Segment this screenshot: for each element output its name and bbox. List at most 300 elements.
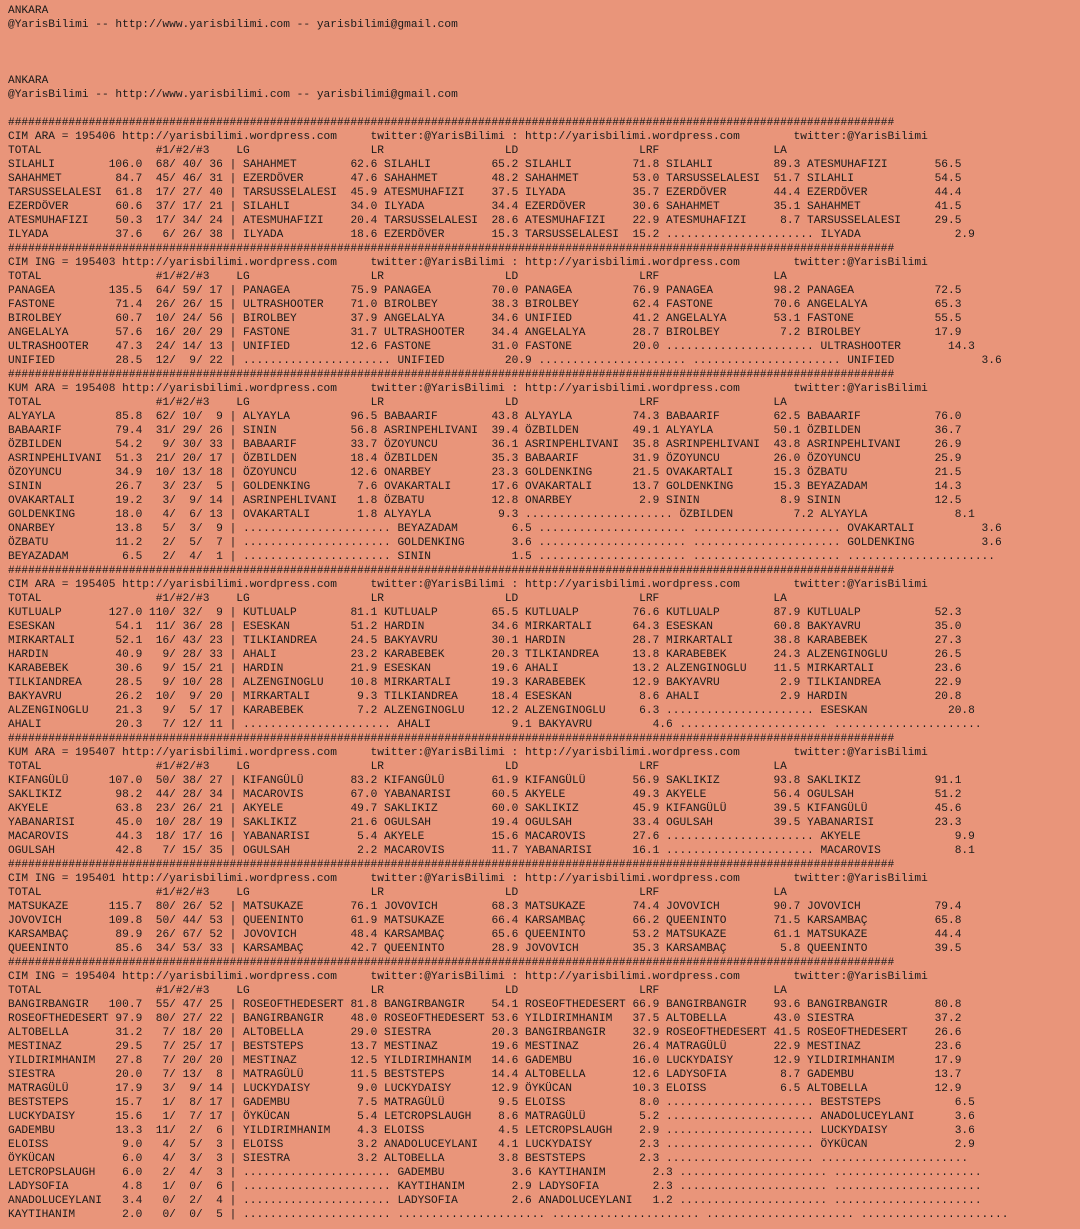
lr-score: 68.3 [491, 901, 526, 913]
total-score: 85.8 [108, 411, 143, 423]
ld-score: 8.0 [632, 1097, 667, 1109]
la-name: OVAKARTALI [847, 523, 955, 535]
column-header-line [8, 270, 1080, 284]
lr-score: 23.3 [491, 467, 526, 479]
total-score: 6.0 [108, 1153, 143, 1165]
lrf-name: BIROLBEY [666, 327, 774, 339]
section-title-line [8, 578, 1080, 592]
lr-score: 3.6 [504, 537, 539, 549]
lg-empty: ...................... [243, 355, 398, 367]
lr-score: 54.1 [491, 999, 526, 1011]
rank-counts: 5/ 3/ 9 | [142, 523, 244, 535]
ld-name: ASRINPEHLIVANI [525, 439, 633, 451]
total-name: ULTRASHOOTER [8, 341, 109, 353]
lr-name: MATSUKAZE [384, 915, 492, 927]
total-score: 109.8 [108, 915, 143, 927]
rank-counts: 34/ 53/ 33 | [142, 943, 244, 955]
total-name: ESESKAN [8, 621, 109, 633]
ld-score: 76.6 [632, 607, 667, 619]
lr-score: 36.1 [491, 439, 526, 451]
la-empty: ...................... [833, 719, 982, 731]
rank-counts: 16/ 43/ 23 | [142, 635, 244, 647]
rank-counts: 26/ 67/ 52 | [142, 929, 244, 941]
ld-name: ESESKAN [525, 691, 633, 703]
rank-counts: 45/ 46/ 31 | [142, 173, 244, 185]
lg-score: 20.4 [350, 215, 385, 227]
lr-name: YABANARISI [384, 789, 492, 801]
la-score: 12.5 [914, 495, 962, 507]
lg-name: SILAHLI [243, 201, 351, 213]
la-name: OGULSAH [807, 789, 915, 801]
lr-name: LETCROPSLAUGH [384, 1111, 492, 1123]
lr-name: TARSUSSELALESI [384, 215, 492, 227]
lr-score: 19.6 [491, 1041, 526, 1053]
lg-name: ELOISS [243, 1139, 351, 1151]
lg-name: MESTINAZ [243, 1055, 351, 1067]
lrf-name: EZERDÖVER [666, 187, 774, 199]
la-name: TARSUSSELALESI [807, 215, 915, 227]
lg-name: AHALI [243, 649, 351, 661]
lr-score: 2.9 [504, 1181, 539, 1193]
race-code: CIM ARA = 195406 [8, 131, 123, 143]
lr-name: GADEMBU [397, 1167, 505, 1179]
lr-score: 3.8 [491, 1153, 526, 1165]
la-name: HARDIN [807, 691, 915, 703]
section-title-line [8, 130, 1080, 144]
ld-name: OGULSAH [525, 817, 633, 829]
total-name: TILKIANDREA [8, 677, 109, 689]
lr-score: 4.1 [491, 1139, 526, 1151]
header-lrf: LRF [639, 887, 774, 899]
header-ld: LD [504, 145, 640, 157]
lr-score: 37.5 [491, 187, 526, 199]
table-row [8, 1040, 1080, 1054]
lr-name: MIRKARTALI [384, 677, 492, 689]
rank-counts: 1/ 7/ 17 | [142, 1111, 244, 1123]
column-header-line [8, 984, 1080, 998]
header-ld: LD [504, 985, 640, 997]
lr-score: 31.0 [491, 341, 526, 353]
lg-score: 37.9 [350, 313, 385, 325]
lr-name: KARABEBEK [384, 649, 492, 661]
la-score: 26.9 [914, 439, 962, 451]
twitter-handle: twitter:@YarisBilimi : [370, 971, 525, 983]
lr-name: BEYAZADAM [397, 523, 505, 535]
table-row [8, 200, 1080, 214]
rank-counts: 50/ 44/ 53 | [142, 915, 244, 927]
la-score: 20.8 [927, 705, 975, 717]
ld-name: EZERDÖVER [525, 201, 633, 213]
total-score: 107.0 [108, 775, 143, 787]
lrf-name: ALTOBELLA [666, 1013, 774, 1025]
la-score: 12.9 [914, 1083, 962, 1095]
ld-name: AKYELE [525, 789, 633, 801]
lg-score: 83.2 [350, 775, 385, 787]
rank-counts: 12/ 9/ 22 | [142, 355, 244, 367]
column-header-line [8, 592, 1080, 606]
la-name: ALTOBELLA [807, 1083, 915, 1095]
la-name: JOVOVICH [807, 901, 915, 913]
table-row [8, 214, 1080, 228]
lr-name: ULTRASHOOTER [384, 327, 492, 339]
header-lg: LG [236, 761, 371, 773]
ld-score: 12.9 [632, 677, 667, 689]
lg-name: GOLDENKING [243, 481, 351, 493]
lrf-score: 7.2 [786, 509, 821, 521]
lr-score: 65.2 [491, 159, 526, 171]
ld-score: 1.2 [645, 1195, 680, 1207]
ld-score: 13.2 [632, 663, 667, 675]
total-name: ILYADA [8, 229, 109, 241]
rank-counts: 9/ 5/ 17 | [142, 705, 244, 717]
ld-score: 76.9 [632, 285, 667, 297]
la-name: ESESKAN [820, 705, 928, 717]
table-row [8, 494, 1080, 508]
lr-name: UNIFIED [397, 355, 505, 367]
lr-name: ALZENGINOGLU [384, 705, 492, 717]
lrf-score: 24.3 [773, 649, 808, 661]
ld-name: LUCKYDAISY [525, 1139, 633, 1151]
total-name: KIFANGÜLÜ [8, 775, 109, 787]
lg-name: BESTSTEPS [243, 1041, 351, 1053]
lr-score: 18.4 [491, 691, 526, 703]
lg-name: KARABEBEK [243, 705, 351, 717]
la-name: ALZENGINOGLU [807, 649, 915, 661]
rank-counts: 9/ 30/ 33 | [142, 439, 244, 451]
separator-line: #################################################################################################################################### [8, 369, 895, 381]
table-row [8, 830, 1080, 844]
table-row [8, 1180, 1080, 1194]
lr-name: SININ [397, 551, 505, 563]
table-row [8, 1110, 1080, 1124]
ld-score: 28.7 [632, 635, 667, 647]
lg-score: 81.1 [350, 607, 385, 619]
ld-score: 62.4 [632, 299, 667, 311]
la-name: ÖZBILDEN [807, 425, 915, 437]
lr-score: 48.2 [491, 173, 526, 185]
lrf-score: 15.3 [773, 481, 808, 493]
total-name: BAKYAVRU [8, 691, 109, 703]
lr-score: 14.4 [491, 1069, 526, 1081]
header-total: TOTAL [8, 985, 156, 997]
lrf-score: 12.9 [773, 1055, 808, 1067]
header-total: TOTAL [8, 761, 156, 773]
column-header-line [8, 886, 1080, 900]
la-empty: ...................... [820, 1153, 969, 1165]
ld-score: 35.7 [632, 187, 667, 199]
rank-counts: 37/ 17/ 21 | [142, 201, 244, 213]
lrf-score: 98.2 [773, 285, 808, 297]
lrf-score: 41.5 [773, 1027, 808, 1039]
total-name: KARABEBEK [8, 663, 109, 675]
table-row [8, 634, 1080, 648]
twitter-handle: twitter:@YarisBilimi : [370, 131, 525, 143]
lrf-name: KUTLUALP [666, 607, 774, 619]
total-score: 84.7 [108, 173, 143, 185]
lr-score: 34.6 [491, 621, 526, 633]
header-la: LA [773, 887, 787, 899]
ld-score: 16.0 [632, 1055, 667, 1067]
la-score: 52.3 [914, 607, 962, 619]
lg-empty: ...................... [243, 1195, 398, 1207]
lg-name: GADEMBU [243, 1097, 351, 1109]
la-score: 65.3 [914, 299, 962, 311]
la-name: KARABEBEK [807, 635, 915, 647]
la-score: 25.9 [914, 453, 962, 465]
total-name: LADYSOFIA [8, 1181, 109, 1193]
rank-counts: 17/ 27/ 40 | [142, 187, 244, 199]
lg-name: SIESTRA [243, 1153, 351, 1165]
total-name: BABAARIF [8, 425, 109, 437]
la-empty: ...................... [833, 1195, 982, 1207]
lr-score: 60.0 [491, 803, 526, 815]
table-row [8, 1208, 1080, 1222]
lg-score: 12.5 [350, 1055, 385, 1067]
total-score: 85.6 [108, 943, 143, 955]
rank-counts: 7/ 25/ 17 | [142, 1041, 244, 1053]
la-name: SIESTRA [807, 1013, 915, 1025]
lrf-name: OGULSAH [666, 817, 774, 829]
table-row [8, 536, 1080, 550]
lrf-name: ROSEOFTHEDESERT [666, 1027, 774, 1039]
twitter-handle: twitter:@YarisBilimi : [370, 873, 525, 885]
header-total: TOTAL [8, 593, 156, 605]
rank-counts: 6/ 26/ 38 | [142, 229, 244, 241]
lg-name: ROSEOFTHEDESERT [243, 999, 351, 1011]
header-lrf: LRF [639, 985, 774, 997]
site-url: http://yarisbilimi.wordpress.com [524, 383, 794, 395]
lg-score: 31.7 [350, 327, 385, 339]
total-name: KUTLUALP [8, 607, 109, 619]
ld-name: ILYADA [525, 187, 633, 199]
la-name: ÖZOYUNCU [807, 453, 915, 465]
lrf-name: KARABEBEK [666, 649, 774, 661]
lr-name: AHALI [397, 719, 505, 731]
ld-score: 45.9 [632, 803, 667, 815]
lrf-empty: ...................... [666, 831, 821, 843]
ld-score: 53.0 [632, 173, 667, 185]
total-score: 97.9 [108, 1013, 143, 1025]
lg-name: MATRAGÜLÜ [243, 1069, 351, 1081]
total-name: QUEENINTO [8, 943, 109, 955]
twitter-handle: twitter:@YarisBilimi [793, 131, 928, 143]
la-score: 65.8 [914, 915, 962, 927]
lg-score: 7.2 [350, 705, 385, 717]
total-name: ELOISS [8, 1139, 109, 1151]
ld-score: 53.2 [632, 929, 667, 941]
ld-name: MIRKARTALI [525, 621, 633, 633]
lg-score: 47.6 [350, 173, 385, 185]
lrf-name: MATRAGÜLÜ [666, 1041, 774, 1053]
table-row [8, 228, 1080, 242]
ld-score: 13.8 [632, 649, 667, 661]
ld-empty: ...................... [538, 523, 693, 535]
header-ranks: #1/#2/#3 [155, 397, 237, 409]
lr-name: MACAROVIS [384, 845, 492, 857]
total-score: 28.5 [108, 677, 143, 689]
lr-score: 60.5 [491, 789, 526, 801]
site-url: http://yarisbilimi.wordpress.com [524, 131, 794, 143]
total-score: 20.0 [108, 1069, 143, 1081]
la-name: SAKLIKIZ [807, 775, 915, 787]
lg-name: OGULSAH [243, 845, 351, 857]
lg-score: 3.2 [350, 1153, 385, 1165]
lr-score: 2.6 [504, 1195, 539, 1207]
la-score: 79.4 [914, 901, 962, 913]
total-score: 79.4 [108, 425, 143, 437]
lg-name: TARSUSSELALESI [243, 187, 351, 199]
section-title-line [8, 746, 1080, 760]
lr-score: 19.6 [491, 663, 526, 675]
lg-score: 18.6 [350, 229, 385, 241]
total-score: 63.8 [108, 803, 143, 815]
rank-counts: 50/ 38/ 27 | [142, 775, 244, 787]
lr-name: ALTOBELLA [384, 1153, 492, 1165]
rank-counts: 7/ 18/ 20 | [142, 1027, 244, 1039]
ld-name: MESTINAZ [525, 1041, 633, 1053]
la-name: SILAHLI [807, 173, 915, 185]
lrf-score: 56.4 [773, 789, 808, 801]
header-lg: LG [236, 397, 371, 409]
lg-score: 23.2 [350, 649, 385, 661]
table-row [8, 942, 1080, 956]
lrf-name: SININ [666, 495, 774, 507]
lg-name: LUCKYDAISY [243, 1083, 351, 1095]
lr-name: ASRINPEHLIVANI [384, 425, 492, 437]
lrf-name: SAHAHMET [666, 201, 774, 213]
rank-counts: 9/ 28/ 33 | [142, 649, 244, 661]
header-lg: LG [236, 887, 371, 899]
rank-counts: 0/ 2/ 4 | [142, 1195, 244, 1207]
table-row [8, 1152, 1080, 1166]
lrf-score: 2.9 [773, 691, 808, 703]
total-name: LETCROPSLAUGH [8, 1167, 109, 1179]
lrf-score: 6.5 [773, 1083, 808, 1095]
la-score: 13.7 [914, 1069, 962, 1081]
lrf-name: KARSAMBAÇ [666, 943, 774, 955]
site-url: http://yarisbilimi.wordpress.com [122, 383, 371, 395]
lr-name: MESTINAZ [384, 1041, 492, 1053]
ld-score: 49.3 [632, 789, 667, 801]
separator-line: #################################################################################################################################### [8, 117, 895, 129]
total-score: 54.1 [108, 621, 143, 633]
la-name: BESTSTEPS [820, 1097, 928, 1109]
table-row [8, 648, 1080, 662]
header-lrf: LRF [639, 145, 774, 157]
site-url: http://yarisbilimi.wordpress.com [122, 971, 371, 983]
table-row [8, 298, 1080, 312]
lrf-name: FASTONE [666, 299, 774, 311]
twitter-handle: twitter:@YarisBilimi [793, 873, 928, 885]
la-score: 8.1 [927, 509, 975, 521]
lrf-score: 93.6 [773, 999, 808, 1011]
ld-name: ANADOLUCEYLANI [538, 1195, 646, 1207]
ld-score: 28.7 [632, 327, 667, 339]
lg-score: 5.4 [350, 1111, 385, 1123]
la-score: 23.6 [914, 663, 962, 675]
lg-score: 2.2 [350, 845, 385, 857]
la-name: EZERDÖVER [807, 187, 915, 199]
lr-name: HARDIN [384, 621, 492, 633]
lrf-empty: ...................... [679, 719, 834, 731]
ld-name: TILKIANDREA [525, 649, 633, 661]
lrf-score: 50.1 [773, 425, 808, 437]
la-name: KARSAMBAÇ [807, 915, 915, 927]
rank-counts: 18/ 17/ 16 | [142, 831, 244, 843]
lrf-empty: ...................... [666, 1097, 821, 1109]
la-score: 26.5 [914, 649, 962, 661]
lg-score: 12.6 [350, 467, 385, 479]
rank-counts: 31/ 29/ 26 | [142, 425, 244, 437]
rank-counts: 9/ 10/ 28 | [142, 677, 244, 689]
total-score: 31.2 [108, 1027, 143, 1039]
twitter-handle: twitter:@YarisBilimi [793, 579, 928, 591]
ld-score: 49.1 [632, 425, 667, 437]
lg-score: 96.5 [350, 411, 385, 423]
lg-score: 3.2 [350, 1139, 385, 1151]
lrf-empty: ...................... [666, 1153, 821, 1165]
la-score: 37.2 [914, 1013, 962, 1025]
lr-score: 61.9 [491, 775, 526, 787]
total-name: BESTSTEPS [8, 1097, 109, 1109]
lg-score: 49.7 [350, 803, 385, 815]
table-row [8, 900, 1080, 914]
lg-score: 81.8 [350, 999, 385, 1011]
header-lr: LR [370, 887, 505, 899]
twitter-handle: twitter:@YarisBilimi [793, 257, 928, 269]
site-url: http://yarisbilimi.wordpress.com [122, 257, 371, 269]
lrf-score: 43.0 [773, 1013, 808, 1025]
lg-name: ALYAYLA [243, 411, 351, 423]
total-score: 135.5 [108, 285, 143, 297]
la-name: KIFANGÜLÜ [807, 803, 915, 815]
ld-score: 33.4 [632, 817, 667, 829]
total-name: OGULSAH [8, 845, 109, 857]
race-sections [8, 116, 1080, 1222]
table-row [8, 1026, 1080, 1040]
la-name: ALYAYLA [820, 509, 928, 521]
total-name: SININ [8, 481, 109, 493]
lg-score: 21.6 [350, 817, 385, 829]
lrf-name: ÖZOYUNCU [666, 453, 774, 465]
total-name: KARSAMBAÇ [8, 929, 109, 941]
total-score: 106.0 [108, 159, 143, 171]
lr-score: 70.0 [491, 285, 526, 297]
la-score: 80.8 [914, 999, 962, 1011]
lr-name: ILYADA [384, 201, 492, 213]
lrf-name: TARSUSSELALESI [666, 173, 774, 185]
total-score: 20.3 [108, 719, 143, 731]
lr-score: 11.7 [491, 845, 526, 857]
lg-name: JOVOVICH [243, 929, 351, 941]
lr-score: 65.6 [491, 929, 526, 941]
lrf-name: KIFANGÜLÜ [666, 803, 774, 815]
rank-counts: 1/ 8/ 17 | [142, 1097, 244, 1109]
ld-score: 35.8 [632, 439, 667, 451]
lrf-score: 8.7 [773, 1069, 808, 1081]
lg-name: KUTLUALP [243, 607, 351, 619]
rank-counts: 44/ 28/ 34 | [142, 789, 244, 801]
lrf-name: LADYSOFIA [666, 1069, 774, 1081]
table-row [8, 550, 1080, 564]
ld-name: KARABEBEK [525, 677, 633, 689]
lr-score: 28.6 [491, 215, 526, 227]
total-score: 127.0 [108, 607, 143, 619]
lg-score: 9.3 [350, 691, 385, 703]
lg-score: 7.5 [350, 1097, 385, 1109]
total-score: 11.2 [108, 537, 143, 549]
lr-name: BIROLBEY [384, 299, 492, 311]
